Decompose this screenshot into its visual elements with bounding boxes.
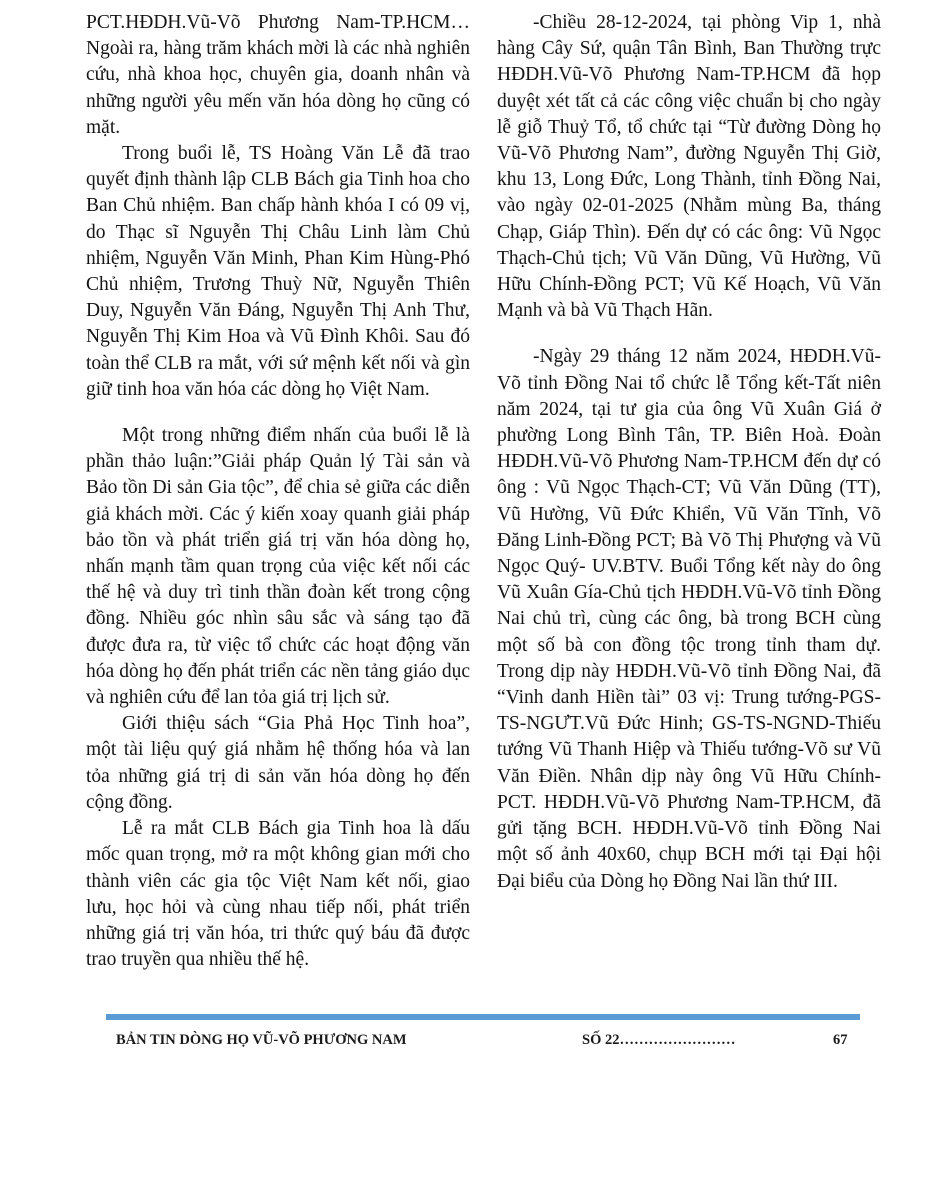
footer-issue: SỐ 22…………………… bbox=[582, 1032, 736, 1048]
footer-divider bbox=[106, 1014, 860, 1020]
paragraph: Một trong những điểm nhấn của buổi lễ là phần thảo luận:”Giải pháp Quản lý Tài sản và Bảo tồn Di sản Gia tộc”, để chia sẻ giữa các diễn giả khách mời. Các ý kiến xoay quanh giải pháp bảo tồn và phát triển giá trị văn hóa dòng họ, nhấn mạnh tầm quan trọng của việc kết nối các thế hệ và duy trì tinh thần đoàn kết trong cộng đồng. Nhiều góc nhìn sâu sắc và sáng tạo đã được đưa ra, từ việc tổ chức các hoạt động văn hóa dòng họ đến phát triển các nền tảng giáo dục và nghiên cứu để lan tỏa giá trị lịch sử. bbox=[86, 425, 470, 709]
paragraph: -Chiều 28-12-2024, tại phòng Vip 1, nhà hàng Cây Sứ, quận Tân Bình, Ban Thường trực HĐDH.Vũ-Võ Phương Nam-TP.HCM đã họp duyệt xét tất cả các công việc chuẩn bị cho ngày lễ giỗ Thuỷ Tổ, tổ chức tại “Từ đường Dòng họ Vũ-Võ Phương Nam”, đường Nguyễn Thị Giờ, khu 13, Long Đức, Long Thành, tỉnh Đồng Nai, vào ngày 02-01-2025 (Nhằm mùng Ba, tháng Chạp, Giáp Thìn). Đến dự có các ông: Vũ Ngọc Thạch-Chủ tịch; Vũ Văn Dũng, Vũ Hường, Vũ Hữu Chính-Đồng PCT; Vũ Kế Hoạch, Vũ Văn Mạnh và bà Vũ Thạch Hãn. bbox=[497, 12, 881, 322]
right-column bbox=[497, 10, 881, 895]
paragraph: Giới thiệu sách “Gia Phả Học Tinh hoa”, một tài liệu quý giá nhằm hệ thống hóa và lan tỏa những giá trị di sản văn hóa dòng họ đến cộng đồng. bbox=[86, 713, 470, 813]
paragraph: -Ngày 29 tháng 12 năm 2024, HĐDH.Vũ-Võ tỉnh Đồng Nai tổ chức lễ Tổng kết-Tất niên năm 2024, tại tư gia của ông Vũ Xuân Giá ở phường Long Bình Tân, TP. Biên Hoà. Đoàn HĐDH.Vũ-Võ Phương Nam-TP.HCM đến dự có ông : Vũ Ngọc Thạch-CT; Vũ Văn Dũng (TT), Vũ Hường, Vũ Đức Khiển, Vũ Văn Tĩnh, Võ Đăng Linh-Đồng PCT; Bà Võ Thị Phượng và Vũ Ngọc Quý- UV.BTV. Buổi Tổng kết này do ông Vũ Xuân Gía-Chủ tịch HĐDH.Vũ-Võ tỉnh Đồng Nai chủ trì, cùng các ông, bà trong BCH cùng một số bà con đồng tộc trong tỉnh tham dự. Trong dịp này HĐDH.Vũ-Võ tỉnh Đồng Nai, đã “Vinh danh Hiền tài” 03 vị: Trung tướng-PGS-TS-NGƯT.Vũ Đức Hinh; GS-TS-NGND-Thiếu tướng Vũ Thanh Hiệp và Thiếu tướng-Võ sư Vũ Văn Điền. Nhân dịp này ông Vũ Hữu Chính-PCT. HĐDH.Vũ-Võ Phương Nam-TP.HCM, đã gửi tặng BCH. HĐDH.Vũ-Võ tỉnh Đồng Nai một số ảnh 40x60, chụp BCH mới tại Đại hội Đại biểu của Dòng họ Đồng Nai lần thứ III. bbox=[497, 346, 881, 892]
footer-title: BẢN TIN DÒNG HỌ VŨ-VÕ PHƯƠNG NAM bbox=[116, 1032, 407, 1048]
paragraph: Trong buổi lễ, TS Hoàng Văn Lễ đã trao quyết định thành lập CLB Bách gia Tinh hoa cho Ban Chủ nhiệm. Ban chấp hành khóa I có 09 vị, do Thạc sĩ Nguyễn Thị Châu Linh làm Chủ nhiệm, Nguyễn Văn Minh, Phan Kim Hùng-Phó Chủ nhiệm, Trương Thuỳ Nữ, Nguyễn Thiên Duy, Nguyễn Văn Đáng, Nguyễn Thị Anh Thư, Nguyễn Thị Kim Hoa và Vũ Đình Khôi. Sau đó toàn thể CLB ra mắt, với sứ mệnh kết nối và gìn giữ tinh hoa văn hóa các dòng họ Việt Nam. bbox=[86, 143, 470, 400]
paragraph: PCT.HĐDH.Vũ-Võ Phương Nam-TP.HCM…Ngoài ra, hàng trăm khách mời là các nhà nghiên cứu, nhà khoa học, chuyên gia, doanh nhân và những người yêu mến văn hóa dòng họ cũng có mặt. bbox=[86, 12, 470, 138]
left-column bbox=[86, 10, 470, 973]
page-number: 67 bbox=[833, 1032, 848, 1048]
paragraph: Lễ ra mắt CLB Bách gia Tinh hoa là dấu mốc quan trọng, mở ra một không gian mới cho thành viên các gia tộc Việt Nam kết nối, giao lưu, học hỏi và cùng nhau tiếp nối, phát triển những giá trị văn hóa, tri thức quý báu đã được trao truyền qua nhiều thế hệ. bbox=[86, 818, 470, 971]
